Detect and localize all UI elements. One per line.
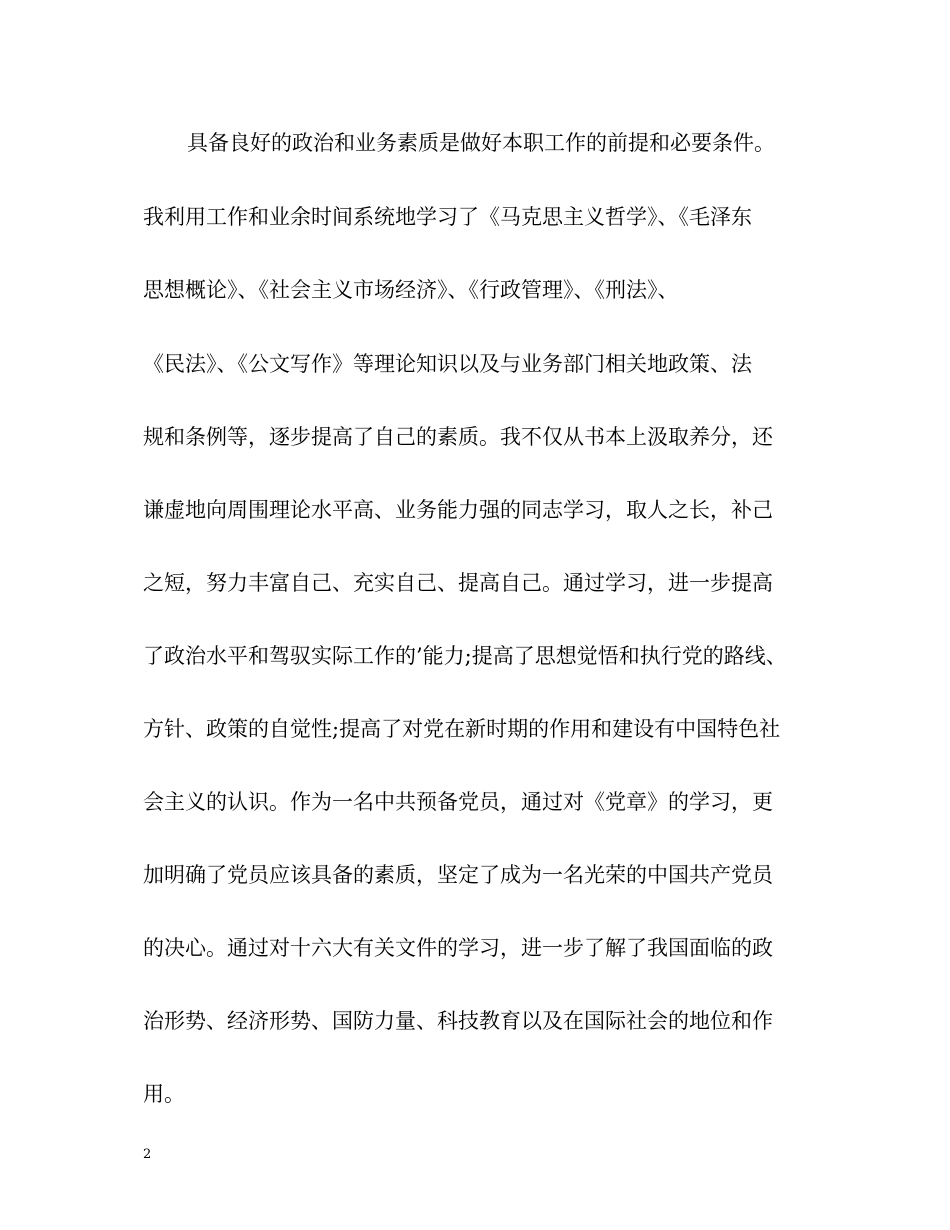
paragraph-line: 方针、政策的自觉性;提高了对党在新时期的作用和建设有中国特色社: [143, 717, 781, 741]
paragraph-line: 用。: [143, 1082, 185, 1106]
paragraph-line: 会主义的认识。作为一名中共预备党员，通过对《党章》的学习，更: [143, 790, 773, 814]
paragraph-line: 思想概论》、《社会主义市场经济》、《行政管理》、《刑法》、: [143, 278, 679, 302]
paragraph-line: 《民法》、《公文写作》等理论知识以及与业务部门相关地政策、法: [143, 352, 752, 376]
paragraph-line: 我利用工作和业余时间系统地学习了《马克思主义哲学》、《毛泽东: [143, 205, 752, 229]
paragraph-line: 规和条例等，逐步提高了自己的素质。我不仅从书本上汲取养分，还: [143, 425, 773, 449]
paragraph-line: 之短，努力丰富自己、充实自己、提高自己。通过学习，进一步提高: [143, 571, 773, 595]
paragraph-line: 的决心。通过对十六大有关文件的学习，进一步了解了我国面临的政: [143, 936, 773, 960]
paragraph-line: 了政治水平和驾驭实际工作的’能力;提高了思想觉悟和执行党的路线、: [143, 644, 787, 668]
paragraph-line: 谦虚地向周围理论水平高、业务能力强的同志学习，取人之长，补己: [143, 498, 773, 522]
paragraph-line: 具备良好的政治和业务素质是做好本职工作的前提和必要条件。: [187, 131, 775, 155]
paragraph-line: 治形势、经济形势、国防力量、科技教育以及在国际社会的地位和作: [143, 1009, 773, 1033]
paragraph-line: 加明确了党员应该具备的素质，坚定了成为一名光荣的中国共产党员: [143, 863, 773, 887]
page-number: 2: [143, 1147, 152, 1162]
